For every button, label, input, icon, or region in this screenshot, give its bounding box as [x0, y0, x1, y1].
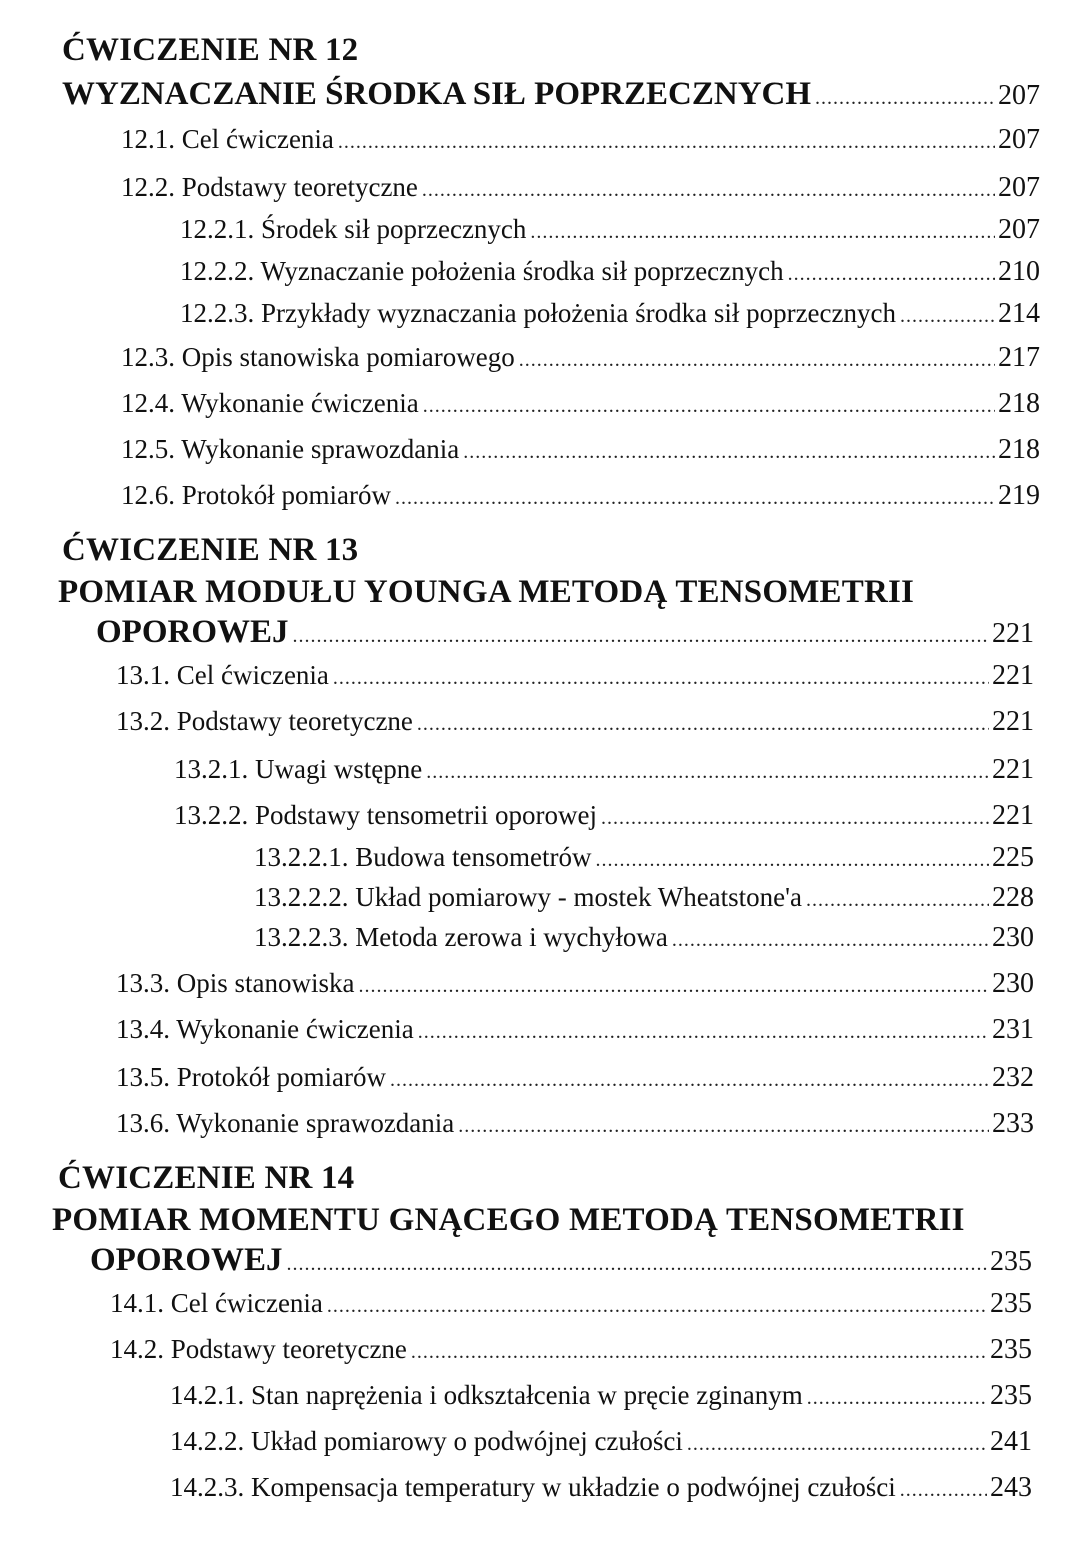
- toc-entry: [116, 658, 1034, 695]
- toc-entry-page: 225: [992, 842, 1034, 873]
- toc-entry-page: 221: [992, 754, 1034, 785]
- toc-entry-label: 13.2.2. Podstawy tensometrii oporowej: [174, 800, 597, 830]
- toc-entry-page: 207: [998, 214, 1040, 245]
- toc-entry-page: 241: [990, 1426, 1032, 1457]
- dot-leader: [287, 1246, 987, 1282]
- toc-entry: [254, 840, 1034, 877]
- dot-leader: [672, 923, 989, 957]
- toc-entry-label: 13.3. Opis stanowiska: [116, 968, 355, 998]
- dot-leader: [333, 661, 989, 695]
- toc-entry-label: 13.6. Wykonanie sprawozdania: [116, 1108, 455, 1138]
- toc-entry: [121, 340, 1040, 377]
- toc-entry: [180, 254, 1040, 291]
- toc-entry: [170, 1378, 1032, 1415]
- toc-entry: [170, 1424, 1032, 1461]
- chapter-14-title: [90, 1242, 1032, 1282]
- toc-entry-label: 14.1. Cel ćwiczenia: [110, 1288, 323, 1318]
- toc-entry-label: 12.2.2. Wyznaczanie położenia środka sił poprzecznych: [180, 256, 784, 286]
- chapter-12-title-text: WYZNACZANIE ŚRODKA SIŁ POPRZECZNYCH: [62, 76, 812, 112]
- toc-entry: [121, 122, 1040, 159]
- toc-entry: [121, 170, 1040, 207]
- chapter-13-title-text: OPOROWEJ: [96, 614, 289, 650]
- toc-entry-page: 228: [992, 882, 1034, 913]
- chapter-13-title-line: POMIAR MODUŁU YOUNGA METODĄ TENSOMETRII: [58, 574, 915, 610]
- dot-leader: [327, 1289, 987, 1323]
- toc-entry-page: 218: [998, 388, 1040, 419]
- dot-leader: [815, 80, 995, 116]
- toc-entry: [121, 386, 1040, 423]
- toc-entry-label: 12.3. Opis stanowiska pomiarowego: [121, 342, 515, 372]
- dot-leader: [900, 1473, 987, 1507]
- toc-entry-page: 235: [990, 1288, 1032, 1319]
- chapter-12-title: [62, 76, 1040, 116]
- toc-entry-page: 207: [998, 124, 1040, 155]
- dot-leader: [687, 1427, 987, 1461]
- dot-leader: [595, 843, 989, 877]
- chapter-13-title-page: 221: [992, 618, 1034, 649]
- toc-entry-page: 218: [998, 434, 1040, 465]
- dot-leader: [900, 299, 995, 333]
- dot-leader: [458, 1109, 989, 1143]
- toc-entry-label: 12.5. Wykonanie sprawozdania: [121, 434, 460, 464]
- chapter-14-heading: ĆWICZENIE NR 14: [58, 1160, 355, 1196]
- dot-leader: [788, 257, 995, 291]
- toc-entry: [180, 212, 1040, 249]
- dot-leader: [426, 755, 989, 789]
- toc-entry: [254, 880, 1034, 917]
- dot-leader: [390, 1063, 989, 1097]
- toc-entry: [116, 1060, 1034, 1097]
- dot-leader: [422, 173, 995, 207]
- chapter-12-heading: ĆWICZENIE NR 12: [62, 32, 359, 68]
- toc-entry: [116, 704, 1034, 741]
- toc-entry-page: 235: [990, 1334, 1032, 1365]
- dot-leader: [463, 435, 995, 469]
- toc-entry: [121, 478, 1040, 515]
- toc-entry: [110, 1286, 1032, 1323]
- toc-entry-label: 13.2.1. Uwagi wstępne: [174, 754, 423, 784]
- dot-leader: [530, 215, 995, 249]
- toc-entry: [174, 798, 1034, 835]
- toc-entry-label: 12.4. Wykonanie ćwiczenia: [121, 388, 419, 418]
- dot-leader: [395, 481, 995, 515]
- toc-entry-page: 214: [998, 298, 1040, 329]
- toc-entry-label: 12.2.1. Środek sił poprzecznych: [180, 214, 527, 244]
- dot-leader: [519, 343, 995, 377]
- toc-entry-page: 219: [998, 480, 1040, 511]
- toc-entry: [180, 296, 1040, 333]
- toc-entry-label: 14.2.1. Stan naprężenia i odkształcenia w pręcie zginanym: [170, 1380, 803, 1410]
- chapter-14-title-text: OPOROWEJ: [90, 1242, 283, 1278]
- toc-entry-label: 12.2.3. Przykłady wyznaczania położenia środka sił poprzecznych: [180, 298, 896, 328]
- toc-entry-label: 12.6. Protokół pomiarów: [121, 480, 391, 510]
- toc-entry-label: 13.5. Protokół pomiarów: [116, 1062, 386, 1092]
- dot-leader: [806, 883, 989, 917]
- toc-entry-page: 230: [992, 968, 1034, 999]
- dot-leader: [601, 801, 989, 835]
- toc-entry-label: 13.4. Wykonanie ćwiczenia: [116, 1014, 414, 1044]
- toc-entry: [116, 1012, 1034, 1049]
- toc-entry-label: 13.1. Cel ćwiczenia: [116, 660, 329, 690]
- toc-entry-page: 217: [998, 342, 1040, 373]
- toc-entry-label: 13.2. Podstawy teoretyczne: [116, 706, 413, 736]
- dot-leader: [418, 1015, 989, 1049]
- toc-entry-label: 13.2.2.2. Układ pomiarowy - mostek Wheatstone'a: [254, 882, 803, 912]
- toc-entry: [116, 966, 1034, 1003]
- chapter-13-heading: ĆWICZENIE NR 13: [62, 532, 359, 568]
- toc-entry-label: 12.2. Podstawy teoretyczne: [121, 172, 418, 202]
- toc-entry: [121, 432, 1040, 469]
- dot-leader: [293, 618, 989, 654]
- toc-entry-page: 243: [990, 1472, 1032, 1503]
- dot-leader: [338, 125, 995, 159]
- toc-entry-label: 13.2.2.1. Budowa tensometrów: [254, 842, 592, 872]
- toc-entry-page: 207: [998, 172, 1040, 203]
- dot-leader: [359, 969, 990, 1003]
- toc-entry-page: 233: [992, 1108, 1034, 1139]
- toc-entry-page: 221: [992, 800, 1034, 831]
- chapter-14-title-line: POMIAR MOMENTU GNĄCEGO METODĄ TENSOMETRII: [52, 1202, 965, 1238]
- toc-entry: [110, 1332, 1032, 1369]
- toc-entry-page: 232: [992, 1062, 1034, 1093]
- toc-entry-page: 231: [992, 1014, 1034, 1045]
- chapter-12-title-page: 207: [998, 80, 1040, 111]
- dot-leader: [807, 1381, 987, 1415]
- chapter-13-title: [96, 614, 1034, 654]
- toc-entry-page: 210: [998, 256, 1040, 287]
- toc-entry: [174, 752, 1034, 789]
- toc-entry-page: 221: [992, 660, 1034, 691]
- toc-entry-label: 14.2. Podstawy teoretyczne: [110, 1334, 407, 1364]
- toc-entry-label: 13.2.2.3. Metoda zerowa i wychyłowa: [254, 922, 668, 952]
- chapter-14-title-page: 235: [990, 1246, 1032, 1277]
- toc-entry-page: 221: [992, 706, 1034, 737]
- toc-entry-label: 12.1. Cel ćwiczenia: [121, 124, 334, 154]
- dot-leader: [417, 707, 989, 741]
- dot-leader: [411, 1335, 987, 1369]
- toc-entry: [254, 920, 1034, 957]
- toc-entry-page: 235: [990, 1380, 1032, 1411]
- toc-entry-label: 14.2.3. Kompensacja temperatury w układzie o podwójnej czułości: [170, 1472, 896, 1502]
- toc-entry-label: 14.2.2. Układ pomiarowy o podwójnej czułości: [170, 1426, 683, 1456]
- toc-entry: [170, 1470, 1032, 1507]
- toc-entry: [116, 1106, 1034, 1143]
- dot-leader: [423, 389, 995, 423]
- toc-entry-page: 230: [992, 922, 1034, 953]
